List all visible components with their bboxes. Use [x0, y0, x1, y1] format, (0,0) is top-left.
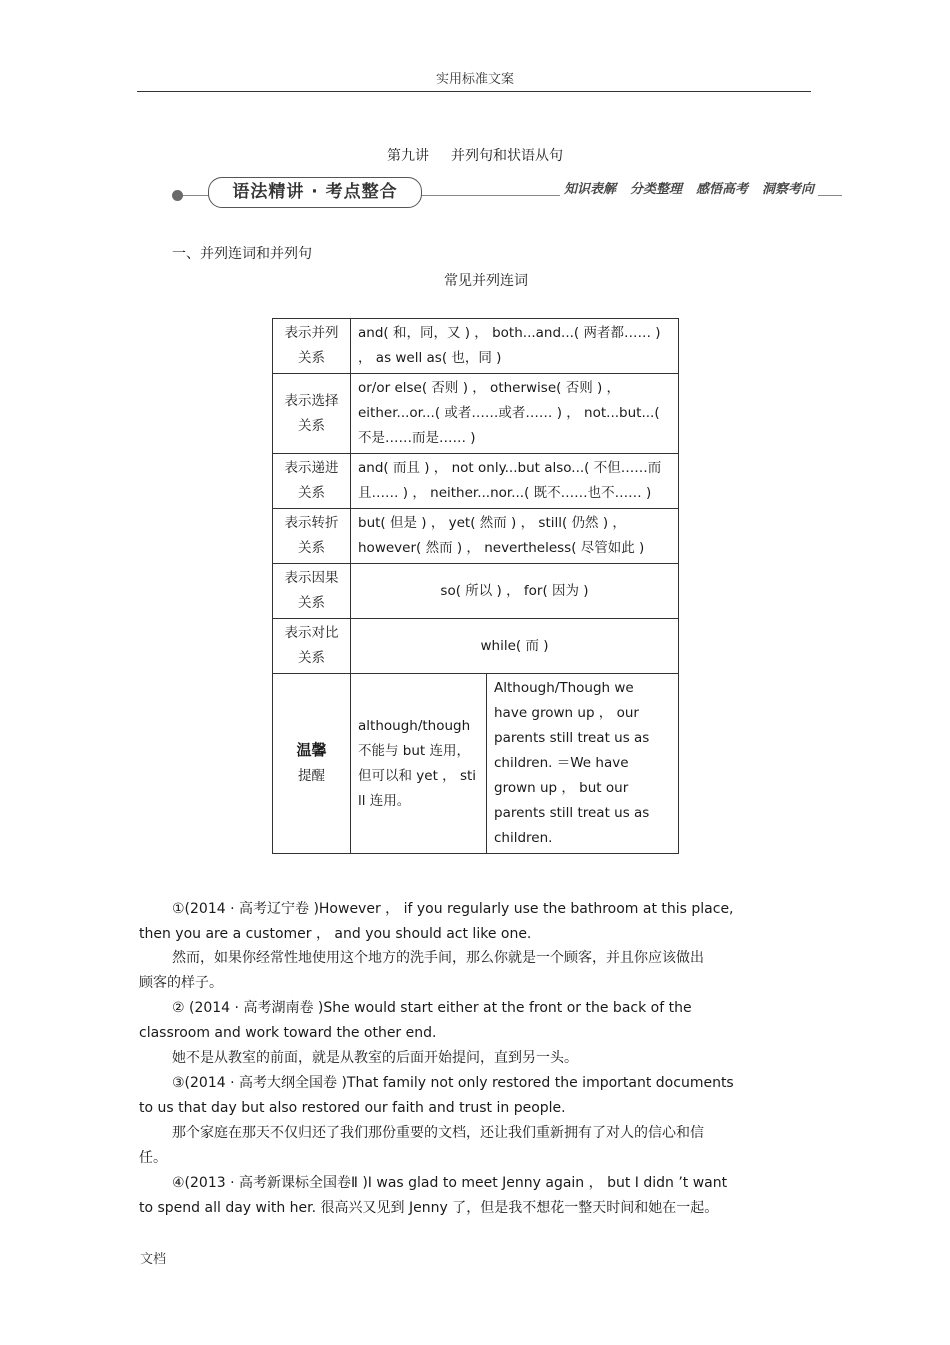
example-translation: 顾客的样子。 — [139, 975, 223, 991]
example-translation: 然而，如果你经常性地使用这个地方的洗手间，那么你就是一个顾客，并且你应该做出 — [172, 950, 704, 966]
table-row — [273, 374, 679, 454]
row-value: and( 而且 ) ， not only...but also...( 不但……而且…… ) ， neither...nor...( 既不……也不…… ) — [351, 454, 679, 509]
row-value: or/or else( 否则 ) ， otherwise( 否则 ) ， either...or...( 或者……或者…… ) ， not...but...( 不是……而是…… ) — [351, 374, 679, 454]
row-key: 表示对比关系 — [273, 619, 351, 674]
tip-label — [273, 674, 351, 854]
banner-tag: 洞察考向 — [762, 182, 815, 197]
lecture-topic: 并列句和状语从句 — [451, 148, 563, 164]
example-translation: 她不是从教室的前面，就是从教室的后面开始提问，直到另一头。 — [172, 1050, 578, 1066]
example-line: then you are a customer ， and you should act like one. — [139, 926, 532, 942]
row-key: 表示递进关系 — [273, 454, 351, 509]
page-title — [0, 145, 950, 165]
banner-tag: 分类整理 — [630, 182, 683, 197]
example-line: ④(2013 · 高考新课标全国卷Ⅱ )I was glad to meet Jenny again ， but I didn ’t want — [172, 1175, 728, 1191]
row-key: 表示转折关系 — [273, 509, 351, 564]
table-row — [273, 564, 679, 619]
banner-dot-icon — [172, 190, 183, 201]
tip-label-rest: 提醒 — [298, 768, 325, 784]
table-row-tip — [273, 674, 679, 854]
header-rule — [137, 91, 811, 92]
example-line: ③(2014 · 高考大纲全国卷 )That family not only restored the important documents — [172, 1075, 734, 1091]
table-row — [273, 619, 679, 674]
row-value: but( 但是 ) ， yet( 然而 ) ， still( 仍然 ) ， however( 然而 ) ， nevertheless( 尽管如此 ) — [351, 509, 679, 564]
tip-example: Although/Though we have grown up ， our parents still treat us as children. ＝We have grown up ， but our parents still treat us as children. — [487, 674, 679, 854]
lecture-number: 第九讲 — [387, 148, 429, 164]
page-footer: 文档 — [140, 1252, 167, 1267]
example-line: ①(2014 · 高考辽宁卷 )However ， if you regularly use the bathroom at this place, — [172, 901, 734, 917]
banner-tag: 感悟高考 — [696, 182, 749, 197]
conjunction-table — [272, 318, 679, 854]
table-row — [273, 454, 679, 509]
row-value: so( 所以 ) ， for( 因为 ) — [351, 564, 679, 619]
row-value: while( 而 ) — [351, 619, 679, 674]
tip-note: although/though 不能与 but 连用，但可以和 yet ， still 连用。 — [351, 674, 487, 854]
example-translation: 那个家庭在那天不仅归还了我们那份重要的文档，还让我们重新拥有了对人的信心和信 — [172, 1125, 704, 1141]
page-header: 实用标准文案 — [435, 72, 514, 87]
example-line: to us that day but also restored our faith and trust in people. — [139, 1100, 566, 1116]
table-caption: 常见并列连词 — [444, 273, 528, 289]
row-key: 表示选择关系 — [273, 374, 351, 454]
banner-tag: 知识表解 — [564, 182, 617, 197]
tip-label-bold: 温馨 — [296, 741, 327, 759]
banner-tags — [560, 178, 818, 197]
row-value: and( 和，同，又 ) ， both...and...( 两者都…… ) ， as well as( 也，同 ) — [351, 319, 679, 374]
row-key: 表示并列关系 — [273, 319, 351, 374]
example-line: ② (2014 · 高考湖南卷 )She would start either at the front or the back of the — [172, 1000, 692, 1016]
row-key: 表示因果关系 — [273, 564, 351, 619]
example-translation: 任。 — [139, 1150, 167, 1166]
section-heading: 一、并列连词和并列句 — [172, 246, 312, 262]
table-row — [273, 509, 679, 564]
example-line: to spend all day with her. 很高兴又见到 Jenny 了，但是我不想花一整天时间和她在一起。 — [139, 1200, 719, 1216]
example-line: classroom and work toward the other end. — [139, 1025, 437, 1041]
table-row — [273, 319, 679, 374]
banner-label: 语法精讲 · 考点整合 — [208, 177, 422, 208]
